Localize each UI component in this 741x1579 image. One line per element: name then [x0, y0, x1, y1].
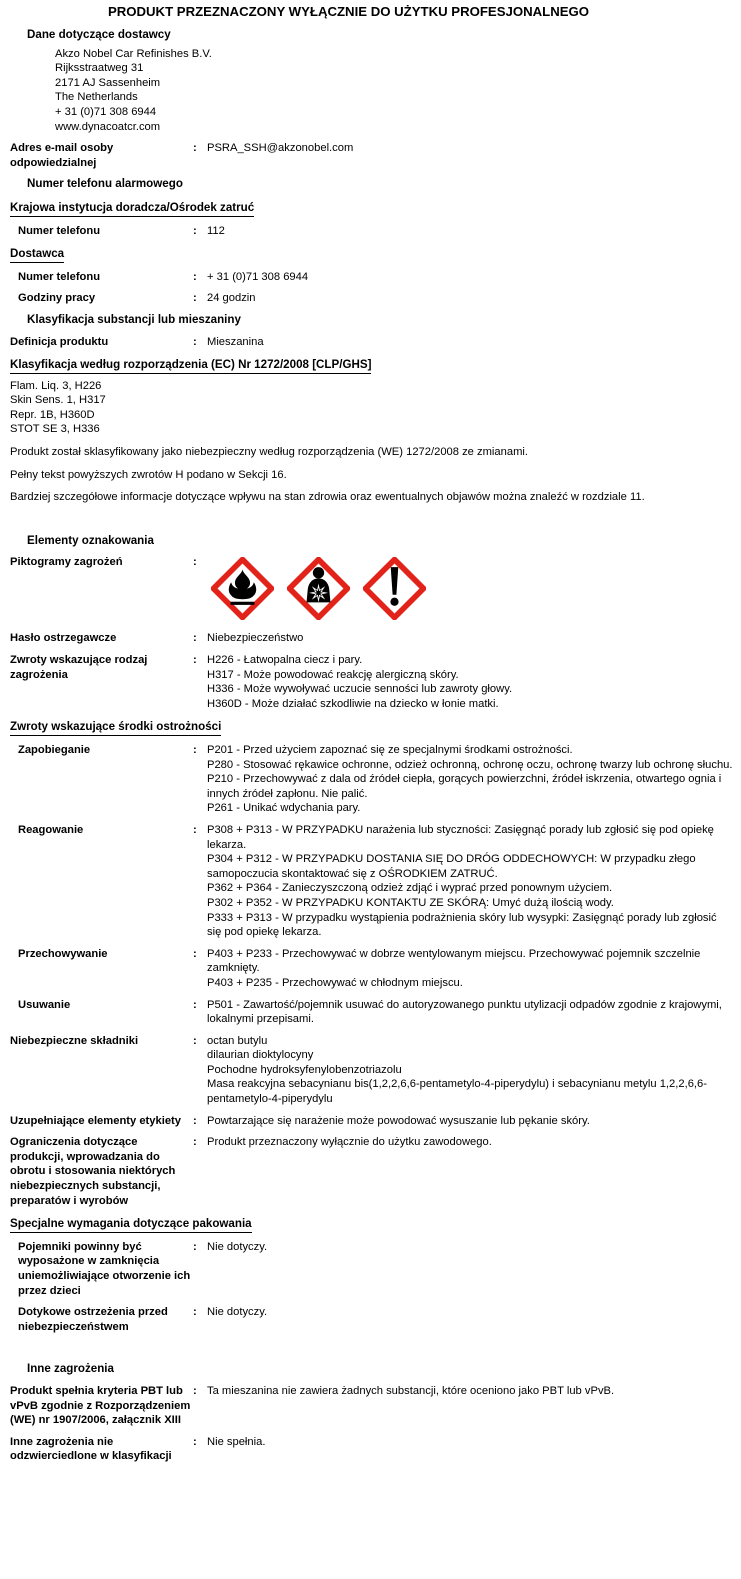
field-value	[207, 1114, 733, 1129]
field-colon: :	[193, 335, 197, 348]
field-row	[10, 1135, 733, 1208]
field-row	[10, 947, 733, 991]
field-row	[10, 291, 733, 306]
supplier-address-line: + 31 (0)71 308 6944	[55, 105, 157, 118]
subsection-heading	[10, 720, 733, 736]
supplier-address-line: Akzo Nobel Car Refinishes B.V.	[55, 47, 212, 60]
field-value	[207, 1034, 733, 1107]
ghs02-flame-pictogram	[211, 557, 274, 620]
field-value	[207, 270, 733, 285]
paragraph: Produkt został sklasyfikowany jako niebezpieczny według rozporządzenia (WE) 1272/2008 ze zmianami.	[10, 446, 528, 459]
field-label: Dotykowe ostrzeżenia przed niebezpieczeństwem	[18, 1306, 168, 1333]
field-row	[10, 653, 733, 711]
field-value-line: Ta mieszanina nie zawiera żadnych substancji, które oceniono jako PBT lub vPvB.	[207, 1384, 615, 1397]
field-row	[10, 1435, 733, 1464]
hazard-pictograms	[207, 555, 733, 624]
field-label: Numer telefonu	[18, 224, 101, 237]
field-label: Usuwanie	[18, 998, 71, 1011]
field-row	[10, 631, 733, 646]
field-value-line: H336 - Może wywoływać uczucie senności lub zawroty głowy.	[207, 683, 513, 696]
field-value-line: Nie dotyczy.	[207, 1306, 268, 1319]
field-row	[10, 270, 733, 285]
field-label: Zwroty wskazujące rodzaj zagrożenia	[10, 654, 148, 681]
field-value-line: octan butylu	[207, 1034, 268, 1047]
field-value	[207, 653, 733, 711]
field-colon: :	[193, 823, 197, 836]
field-value-line: PSRA_SSH@akzonobel.com	[207, 142, 354, 155]
field-value	[207, 224, 733, 239]
subsection-heading-text: Specjalne wymagania dotyczące pakowania	[10, 1217, 252, 1233]
field-value-line: P403 + P233 - Przechowywać w dobrze wentylowanym miejscu. Przechowywać pojemnik szczelnie zamknięty.	[207, 947, 701, 975]
field-value	[207, 631, 733, 646]
field-colon: :	[193, 1114, 197, 1127]
field-row	[10, 1114, 733, 1129]
field-label: Produkt spełnia kryteria PBT lub vPvB zgodnie z Rozporządzeniem (WE) nr 1907/2006, załącznik XIII	[10, 1384, 191, 1427]
field-value-line: dilaurian dioktylocyny	[207, 1049, 314, 1062]
section-heading: Klasyfikacja substancji lub mieszaniny	[27, 312, 241, 326]
field-value-line: P333 + P313 - W przypadku wystąpienia podrażnienia skóry lub wysypki: Zasięgnąć porady lub zgłosić się pod opiekę lekarza.	[207, 911, 717, 939]
field-colon: :	[193, 1384, 197, 1397]
classification-list	[10, 379, 733, 437]
field-label: Pojemniki powinny być wyposażone w zamknięcia uniemożliwiające otworzenie ich przez dzieci	[18, 1240, 191, 1297]
field-value	[207, 823, 733, 940]
field-value	[207, 1135, 733, 1150]
field-value	[207, 998, 733, 1027]
field-value-line: P501 - Zawartość/pojemnik usuwać do autoryzowanego punktu utylizacji odpadów zgodnie z krajowymi, lokalnymi przepisami.	[207, 998, 722, 1026]
field-row	[10, 1034, 733, 1107]
field-value-line: Masa reakcyjna sebacynianu bis(1,2,2,6,6-pentametylo-4-piperydylu) i sebacynianu metylu 1,2,2,6,6-pentametylo-4-piperydylu	[207, 1078, 707, 1106]
field-colon: :	[193, 224, 197, 237]
field-value-line: H360D - Może działać szkodliwie na dziecko w łonie matki.	[207, 697, 499, 710]
field-value	[207, 335, 733, 350]
vertical-spacer	[10, 513, 733, 527]
field-label: Przechowywanie	[18, 947, 108, 960]
classification-line: Skin Sens. 1, H317	[10, 394, 106, 407]
field-label: Hasło ostrzegawcze	[10, 632, 117, 645]
subsection-heading	[10, 358, 733, 374]
field-label: Godziny pracy	[18, 292, 96, 305]
ghs07-exclamation-pictogram	[363, 557, 426, 620]
field-value-line: P280 - Stosować rękawice ochronne, odzież ochronną, ochronę oczu, ochronę twarzy lub ochronę słuchu.	[207, 758, 733, 771]
field-value-line: P308 + P313 - W PRZYPADKU narażenia lub styczności: Zasięgnąć porady lub zgłosić się pod opiekę lekarza.	[207, 823, 714, 851]
field-value	[207, 141, 733, 156]
field-colon: :	[193, 1034, 197, 1047]
field-value-line: Nie dotyczy.	[207, 1240, 268, 1253]
paragraph: Bardziej szczegółowe informacje dotyczące wpływu na stan zdrowia oraz ewentualnych objawów można znaleźć w rozdziale 11.	[10, 491, 645, 504]
field-row	[10, 141, 733, 170]
field-colon: :	[193, 1306, 197, 1319]
field-value-line: 24 godzin	[207, 292, 256, 305]
field-colon: :	[193, 292, 197, 305]
supplier-address-line: The Netherlands	[55, 91, 138, 104]
field-row	[10, 823, 733, 940]
field-colon: :	[193, 556, 197, 569]
field-value	[207, 947, 733, 991]
subsection-heading	[10, 247, 733, 263]
field-value-line: + 31 (0)71 308 6944	[207, 270, 309, 283]
field-value-line: P362 + P364 - Zanieczyszczoną odzież zdjąć i wyprać przed ponownym użyciem.	[207, 882, 613, 895]
field-value-line: Nie spełnia.	[207, 1435, 266, 1448]
field-value	[207, 1435, 733, 1450]
subsection-heading-text: Klasyfikacja według rozporządzenia (EC) Nr 1272/2008 [CLP/GHS]	[10, 358, 371, 374]
field-value-line: 112	[207, 224, 225, 237]
classification-line: Flam. Liq. 3, H226	[10, 379, 102, 392]
field-label: Ograniczenia dotyczące produkcji, wprowadzania do obrotu i stosowania niektórych niebezpiecznych substancji, preparatów i wyrobów	[10, 1136, 176, 1207]
field-value	[207, 1240, 733, 1255]
field-value-line: H226 - Łatwopalna ciecz i pary.	[207, 654, 363, 667]
field-value-line: P201 - Przed użyciem zapoznać się ze specjalnymi środkami ostrożności.	[207, 744, 573, 756]
field-colon: :	[193, 1136, 197, 1149]
page-title: PRODUKT PRZEZNACZONY WYŁĄCZNIE DO UŻYTKU PROFESJONALNEGO	[107, 4, 590, 19]
section-heading: Elementy oznakowania	[27, 533, 154, 547]
field-colon: :	[193, 654, 197, 667]
field-row	[10, 743, 733, 816]
field-row	[10, 224, 733, 239]
field-value	[207, 1305, 733, 1320]
field-label: Reagowanie	[18, 823, 84, 836]
field-label: Definicja produktu	[10, 335, 109, 348]
supplier-address-line: 2171 AJ Sassenheim	[55, 76, 161, 89]
field-colon: :	[193, 270, 197, 283]
field-label: Niebezpieczne składniki	[10, 1034, 139, 1047]
field-value-line: P403 + P235 - Przechowywać w chłodnym miejscu.	[207, 976, 463, 989]
field-label: Numer telefonu	[18, 270, 101, 283]
field-row	[10, 335, 733, 350]
subsection-heading-text: Zwroty wskazujące środki ostrożności	[10, 720, 221, 736]
field-row	[10, 998, 733, 1027]
ghs08-health-hazard-pictogram	[287, 557, 350, 620]
field-label: Inne zagrożenia nie odzwierciedlone w klasyfikacji	[10, 1435, 172, 1463]
vertical-spacer	[10, 1341, 733, 1355]
field-value-line: Produkt przeznaczony wyłącznie do użytku zawodowego.	[207, 1136, 492, 1149]
field-value	[207, 291, 733, 306]
field-row	[10, 1240, 733, 1298]
subsection-heading	[10, 201, 733, 217]
section-heading: Numer telefonu alarmowego	[27, 177, 183, 191]
field-value-line: P210 - Przechowywać z dala od źródeł ciepła, gorących powierzchni, źródeł iskrzenia, otwartego ognia i innych źródeł zapłonu. Nie palić.	[207, 773, 722, 800]
field-value-line: Powtarzające się narażenie może powodować wysuszanie lub pękanie skóry.	[207, 1114, 590, 1127]
field-colon: :	[193, 142, 197, 155]
classification-line: STOT SE 3, H336	[10, 423, 100, 436]
field-row	[10, 1305, 733, 1334]
field-value-line: Pochodne hydroksyfenylobenzotriazolu	[207, 1063, 402, 1076]
field-value	[207, 743, 733, 816]
section-heading: Inne zagrożenia	[27, 1362, 114, 1376]
field-colon: :	[193, 998, 197, 1011]
field-value-line: P261 - Unikać wdychania pary.	[207, 802, 361, 815]
field-value-line: P304 + P312 - W PRZYPADKU DOSTANIA SIĘ DO DRÓG ODDECHOWYCH: W przypadku złego samopoczucia skontaktować się z OŚRODKIEM ZATRUĆ.	[207, 853, 696, 880]
field-value-line: P302 + P352 - W PRZYPADKU KONTAKTU ZE SKÓRĄ: Umyć dużą ilością wody.	[207, 896, 614, 909]
field-label: Adres e-mail osoby odpowiedzialnej	[10, 142, 114, 169]
field-value	[207, 1384, 733, 1399]
field-label: Zapobieganie	[18, 744, 91, 756]
field-colon: :	[193, 947, 197, 960]
subsection-heading-text: Krajowa instytucja doradcza/Ośrodek zatruć	[10, 201, 254, 217]
supplier-address-line: www.dynacoatcr.com	[55, 120, 161, 133]
supplier-address-line: Rijksstraatweg 31	[55, 62, 144, 75]
field-label: Uzupełniające elementy etykiety	[10, 1114, 181, 1127]
subsection-heading-text: Dostawca	[10, 247, 64, 263]
section-heading: Dane dotyczące dostawcy	[27, 28, 171, 41]
field-colon: :	[193, 744, 197, 756]
field-row	[10, 1384, 733, 1428]
field-colon: :	[193, 1240, 197, 1253]
supplier-address-block	[55, 47, 733, 135]
classification-line: Repr. 1B, H360D	[10, 408, 95, 421]
field-colon: :	[193, 1435, 197, 1448]
field-row	[10, 555, 733, 624]
paragraph: Pełny tekst powyższych zwrotów H podano w Sekcji 16.	[10, 468, 287, 481]
field-colon: :	[193, 632, 197, 645]
subsection-heading	[10, 1217, 733, 1233]
field-label: Piktogramy zagrożeń	[10, 556, 123, 569]
field-value-line: H317 - Może powodować reakcję alergiczną skóry.	[207, 668, 459, 681]
field-value-line: Mieszanina	[207, 335, 264, 348]
field-value-line: Niebezpieczeństwo	[207, 632, 304, 645]
